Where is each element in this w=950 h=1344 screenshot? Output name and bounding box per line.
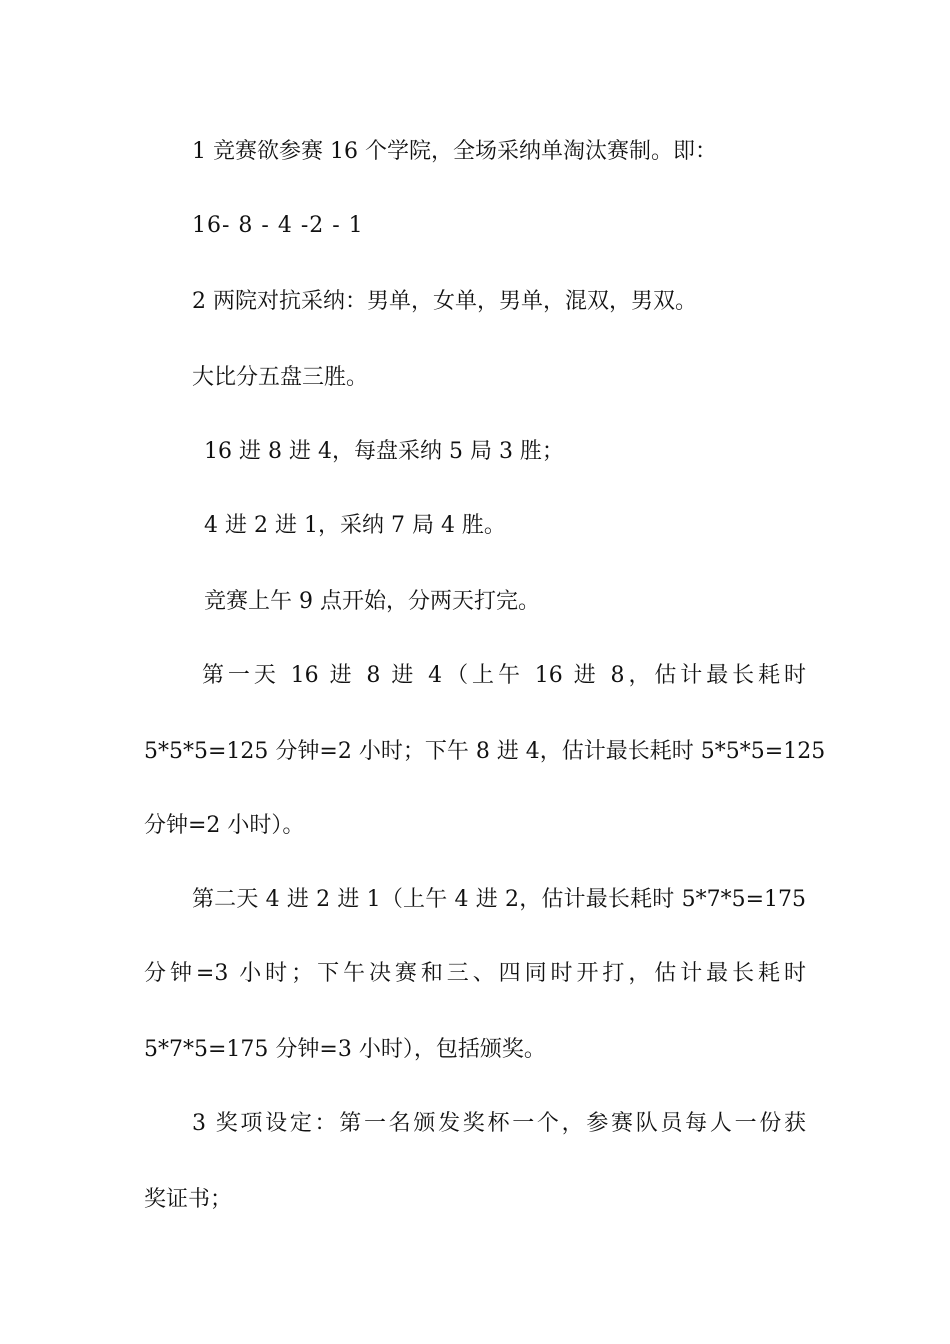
paragraph-early-rounds: 16 进 8 进 4，每盘采纳 5 局 3 胜；: [204, 439, 564, 464]
paragraph-day-one-line-2: 5*5*5=125 分钟=2 小时；下午 8 进 4，估计最长耗时 5*5*5=125: [144, 739, 826, 764]
paragraph-best-of-five: 大比分五盘三胜。: [192, 365, 369, 390]
paragraph-day-two-line-3: 5*7*5=175 分钟=3 小时），包括颁奖。: [144, 1037, 546, 1062]
paragraph-day-two-line-1: 第二天 4 进 2 进 1（上午 4 进 2，估计最长耗时 5*7*5=175: [192, 887, 806, 912]
paragraph-day-two-line-2: 分钟=3 小时；下午决赛和三、四同时开打，估计最长耗时: [144, 961, 806, 986]
paragraph-schedule: 竞赛上午 9 点开始，分两天打完。: [204, 589, 540, 614]
paragraph-day-one-line-3: 分钟=2 小时）。: [144, 813, 305, 838]
paragraph-participants: 1 竞赛欲参赛 16 个学院，全场采纳单淘汰赛制。即：: [192, 139, 717, 164]
paragraph-late-rounds: 4 进 2 进 1，采纳 7 局 4 胜。: [204, 513, 506, 538]
paragraph-bracket-sequence: 16- 8 - 4 -2 - 1: [192, 213, 364, 238]
paragraph-awards-line-2: 奖证书；: [144, 1187, 233, 1212]
paragraph-match-format: 2 两院对抗采纳：男单，女单，男单，混双，男双。: [192, 289, 697, 314]
paragraph-awards-line-1: 3 奖项设定：第一名颁发奖杯一个，参赛队员每人一份获: [192, 1111, 806, 1136]
paragraph-day-one-line-1: 第一天 16 进 8 进 4（上午 16 进 8，估计最长耗时: [202, 663, 806, 688]
